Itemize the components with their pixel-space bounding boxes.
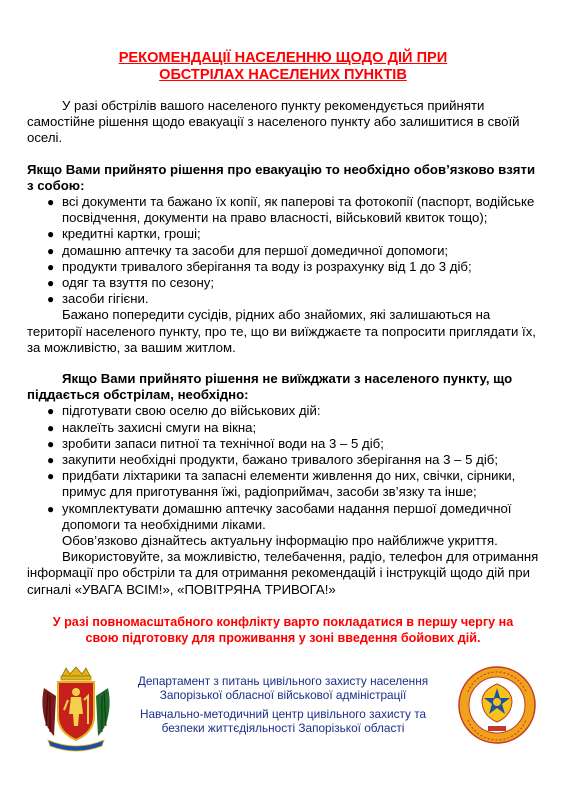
document-body: [27, 98, 543, 598]
list-item: ● наклеїть захисні смуги на вікна;: [47, 419, 257, 435]
bullet-icon: ●: [47, 404, 55, 419]
stay-list: [27, 403, 543, 533]
bullet-icon: ●: [47, 436, 55, 451]
list-item: ● зробити запаси питної та технічної води на 3 – 5 діб;: [47, 435, 384, 451]
bullet-icon: ●: [47, 227, 55, 242]
evacuation-list: [27, 194, 543, 307]
intro-paragraph: У разі обстрілів вашого населеного пункту рекомендується прийняти самостійне рішення щодо евакуації з населеного пункту або залишитися в своїй оселі.: [27, 98, 520, 146]
footer-line-4: безпеки життєдіяльності Запорізької області: [161, 721, 405, 735]
list-item: ● засоби гігієни.: [47, 291, 149, 307]
bullet-icon: ●: [47, 501, 55, 516]
footer-organizations: [120, 674, 446, 735]
bullet-icon: ●: [47, 420, 55, 435]
list-item: ● продукти тривалого зберігання та воду із розрахунку від 1 до 3 діб;: [47, 258, 472, 274]
list-item: ● укомплектувати домашню аптечку засобами надання першої домедичної допомоги та необхідними ліками.: [47, 500, 512, 532]
footer-line-2: Запорізької обласної військової адміністрації: [159, 688, 407, 702]
bullet-icon: ●: [47, 243, 55, 258]
media-note: Використовуйте, за можливістю, телебачення, радіо, телефон для отримання інформації про обстріли та для отримання рекомендацій і інструкцій щодо дій при сигналі «УВАГА ВСІМ!», «ПОВІТРЯНА ТРИВОГА!»: [27, 549, 539, 597]
list-item: ● кредитні картки, гроші;: [47, 226, 201, 242]
evacuation-note: Бажано попередити сусідів, рідних або знайомих, які залишаються на території населеного пункту, про те, що ви виїжджаєте та попросити приглядати їх, за можливістю, за вашим житлом.: [27, 307, 536, 355]
bullet-icon: ●: [47, 453, 55, 468]
title-line-2: ОБСТРІЛАХ НАСЕЛЕНИХ ПУНКТІВ: [159, 67, 407, 83]
civil-protection-center-emblem-icon: [458, 664, 536, 746]
warning-text: У разі повномасштабного конфлікту варто покладатися в першу чергу на свою підготовку для проживання у зоні введення бойових дій.: [52, 615, 514, 645]
footer-line-3: Навчально-методичний центр цивільного захисту та: [139, 707, 427, 721]
bullet-icon: ●: [47, 292, 55, 307]
title-line-1: РЕКОМЕНДАЦІЇ НАСЕЛЕННЮ ЩОДО ДІЙ ПРИ: [118, 50, 448, 66]
bullet-icon: ●: [47, 259, 55, 274]
evacuation-heading: Якщо Вами прийнято рішення про евакуацію то необхідно обов’язково взяти з собою:: [27, 161, 536, 193]
list-item: ● підготувати свою оселю до військових дій:: [47, 403, 321, 419]
footer-line-1: Департамент з питань цивільного захисту населення: [137, 674, 429, 688]
shelter-note: Обов’язково дізнайтесь актуальну інформацію про найближче укриття.: [62, 533, 498, 549]
bullet-icon: ●: [47, 195, 55, 210]
stay-heading: Якщо Вами прийнято рішення не виїжджати з населеного пункту, що піддається обстрілам, необхідно:: [27, 371, 513, 403]
list-item: ● всі документи та бажано їх копії, як паперові та фотокопії (паспорт, водійське посвідчення, документи на право власності, військовий квиток тощо);: [47, 194, 535, 226]
list-item: ● одяг та взуття по сезону;: [47, 275, 215, 291]
list-item: ● закупити необхідні продукти, бажано тривалого зберігання на 3 – 5 діб;: [47, 452, 498, 468]
zaporizhzhia-coat-of-arms-icon: [40, 666, 112, 754]
bullet-icon: ●: [47, 469, 55, 484]
bullet-icon: ●: [47, 276, 55, 291]
list-item: ● домашню аптечку та засоби для першої домедичної допомоги;: [47, 242, 449, 258]
document-title: [0, 50, 566, 84]
list-item: ● придбати ліхтарики та запасні елементи живлення до них, свічки, сірники, примус для приготування їжі, радіоприймач, засоби зв’язку та інше;: [47, 468, 516, 500]
